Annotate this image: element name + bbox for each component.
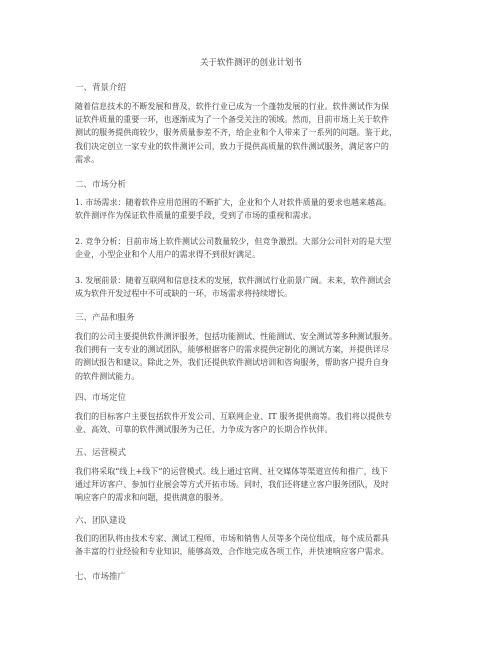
paragraph-competition: 2. 竞争分析：目前市场上软件测试公司数量较少，但竞争激烈。大部分公司针对的是大型 企业，小型企业和个人用户的需求得不到很好满足。 [75, 237, 392, 260]
paragraph-team: 我们的团队将由技术专家、测试工程师、市场和销售人员等多个岗位组成，每个成员都具 备丰富的行业经验和专业知识，能够高效、合作地完成各项工作，并快速响应客户需求。 [75, 534, 389, 557]
section-heading-market-analysis: 二、市场分析 [75, 180, 127, 190]
section-heading-products-services: 三、产品和服务 [75, 313, 135, 323]
section-heading-promotion: 七、市场推广 [75, 572, 127, 582]
section-heading-background: 一、背景介绍 [75, 83, 127, 93]
paragraph-operations: 我们将采取“线上+线下”的运营模式。线上通过官网、社交媒体等渠道宣传和推广，线下 通过拜访客户、参加行业展会等方式开拓市场。同时，我们还将建立客户服务团队，及时 响应客户的需求和问题，提供满意的服务。 [75, 467, 389, 503]
paragraph-market-demand: 1. 市场需求：随着软件应用范围的不断扩大，企业和个人对软件质量的要求也越来越高。 软件测评作为保证软件质量的重要手段，受到了市场的重视和需求。 [75, 198, 392, 221]
section-heading-positioning: 四、市场定位 [75, 393, 127, 403]
paragraph-products-services: 我们的公司主要提供软件测评服务，包括功能测试、性能测试、安全测试等多种测试服务。 我们拥有一支专业的测试团队，能够根据客户的需求提供定制化的测试方案，并提供详尽 的测试报告和建议。除此之外，我们还提供软件测试培训和咨询服务，帮助客户提升自身 的软件测试能力。 [75, 332, 397, 381]
section-heading-operations: 五、运营模式 [75, 448, 127, 458]
section-heading-team: 六、团队建设 [75, 516, 127, 526]
document-title: 关于软件测评的创业计划书 [199, 58, 302, 68]
paragraph-background: 随着信息技术的不断发展和普及，软件行业已成为一个蓬勃发展的行业。软件测试作为保 证软件质量的重要一环，也逐渐成为了一个备受关注的领域。然而，目前市场上关于软件 测试的服务提供商较少，服务质量参差不齐，给企业和个人带来了一系列的问题。鉴于此， 我们决定创立一家专业的软件测评公司，致力于提供高质量的软件测试服务，满足客户的 需求。 [75, 102, 397, 164]
paragraph-outlook: 3. 发展前景：随着互联网和信息技术的发展，软件测试行业前景广阔。未来，软件测试会 成为软件开发过程中不可或缺的一环，市场需求将持续增长。 [75, 276, 392, 299]
paragraph-positioning: 我们的目标客户主要包括软件开发公司、互联网企业、IT 服务提供商等。我们将以提供专 业、高效、可靠的软件测试服务为己任，力争成为客户的长期合作伙伴。 [75, 412, 393, 435]
